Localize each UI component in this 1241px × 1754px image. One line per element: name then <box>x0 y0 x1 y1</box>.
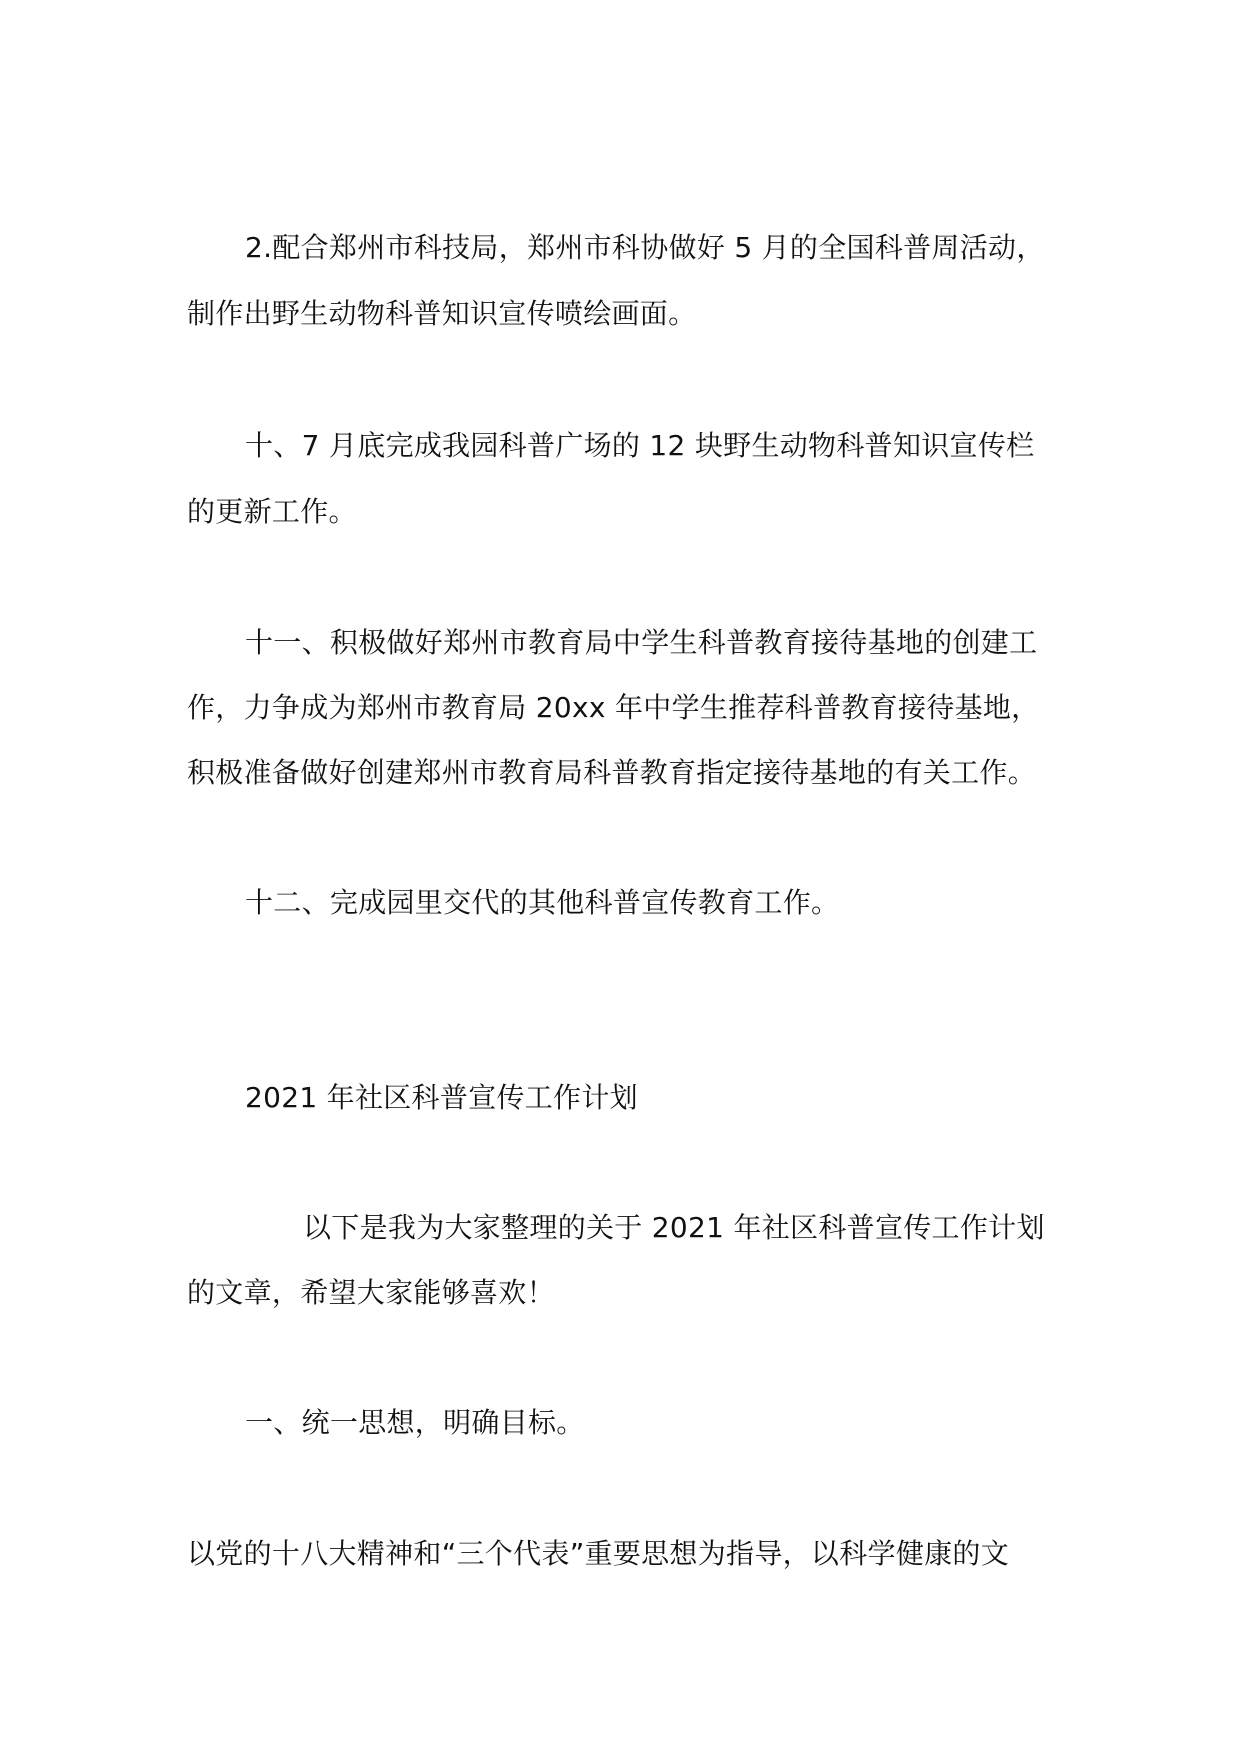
paragraph-line: 十、7 月底完成我园科普广场的 12 块野生动物科普知识宣传栏 <box>245 429 1035 462</box>
paragraph-line: 作，力争成为郑州市教育局 20xx 年中学生推荐科普教育接待基地， <box>187 691 1040 724</box>
paragraph-line: 以党的十八大精神和“三个代表”重要思想为指导，以科学健康的文 <box>187 1537 1010 1570</box>
paragraph-line: 积极准备做好创建郑州市教育局科普教育指定接待基地的有关工作。 <box>187 756 1037 789</box>
section-title: 2021 年社区科普宣传工作计划 <box>245 1081 638 1114</box>
paragraph-line: 2.配合郑州市科技局，郑州市科协做好 5 月的全国科普周活动， <box>245 231 1045 264</box>
paragraph-line: 十一、积极做好郑州市教育局中学生科普教育接待基地的创建工 <box>245 626 1038 659</box>
paragraph-line: 以下是我为大家整理的关于 2021 年社区科普宣传工作计划 <box>303 1211 1045 1244</box>
paragraph-line: 制作出野生动物科普知识宣传喷绘画面。 <box>187 297 697 330</box>
paragraph-line: 的文章，希望大家能够喜欢！ <box>187 1276 555 1309</box>
paragraph-line: 十二、完成园里交代的其他科普宣传教育工作。 <box>245 886 840 919</box>
section-heading: 一、统一思想，明确目标。 <box>245 1406 585 1439</box>
paragraph-line: 的更新工作。 <box>187 495 357 528</box>
